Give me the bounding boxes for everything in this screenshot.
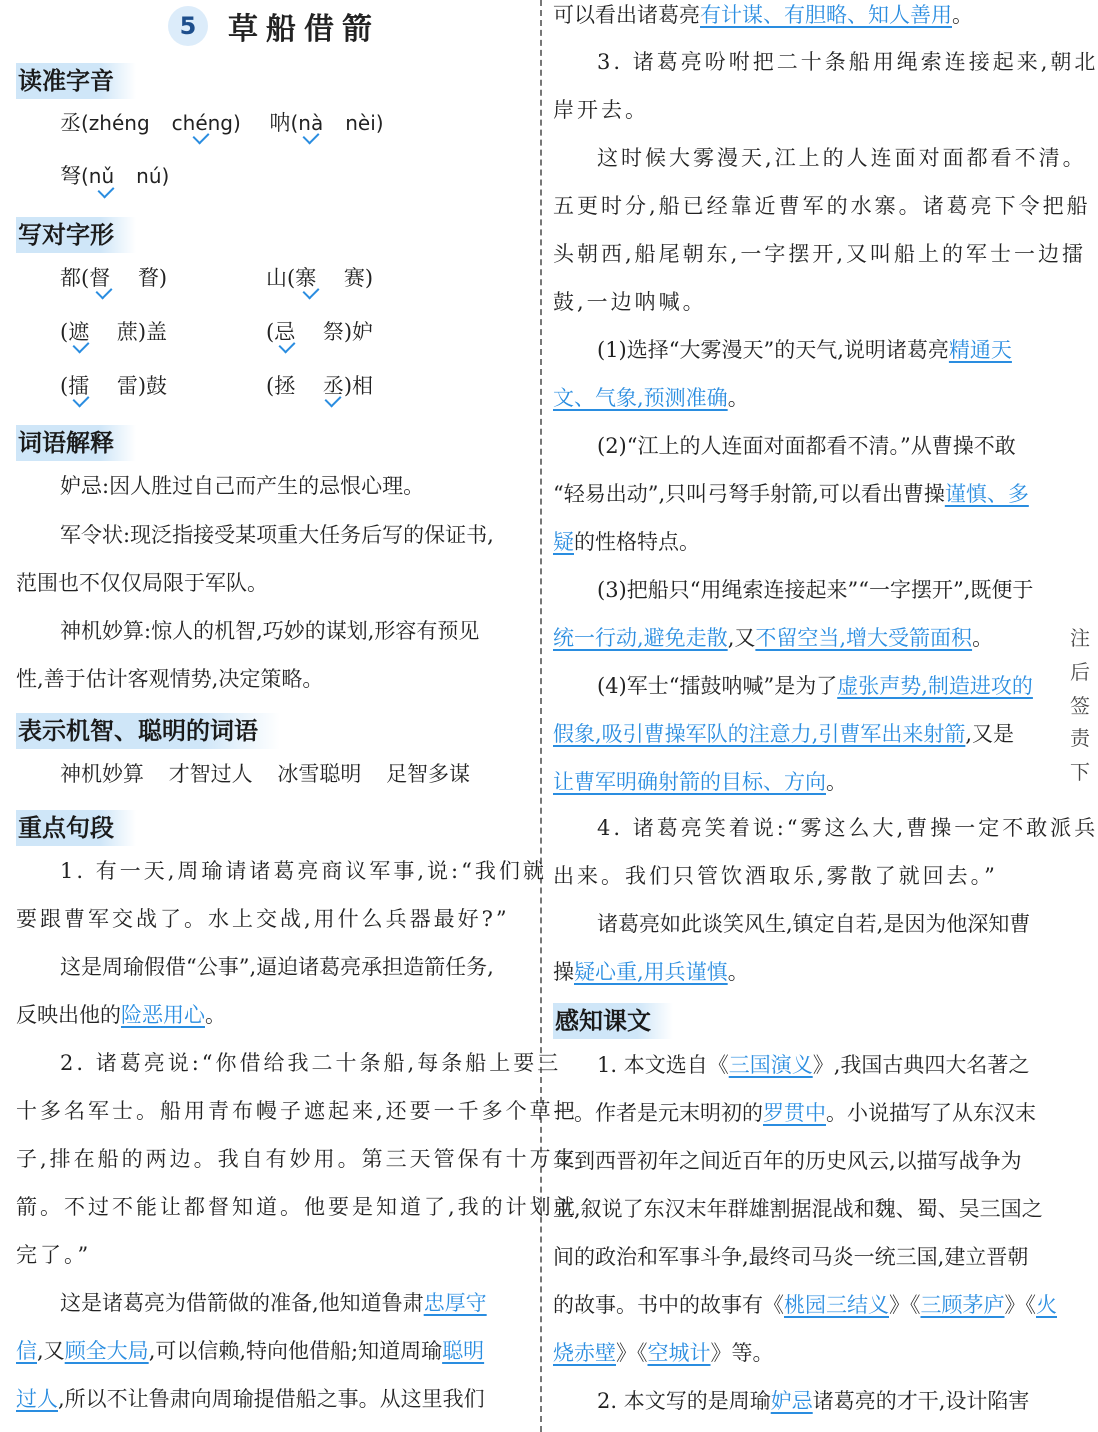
edge-char: 注 (1070, 626, 1090, 650)
lesson-title (168, 4, 380, 48)
vocab-line: 神机妙算:惊人的机智,巧妙的谋划,形容有预见 (60, 619, 480, 643)
key-line: 1. 有一天,周瑜请诸葛亮商议军事,说:“我们就 (60, 859, 547, 883)
key-line: 完了。” (16, 1243, 92, 1267)
answer-text: 空城计 (647, 1341, 711, 1365)
right-line: 鼓,一边呐喊。 (553, 290, 707, 314)
form-3b: (拯 丞)相 (266, 374, 374, 398)
right-line: (2)“江上的人连面对面都看不清。”从曹操不敢 (597, 434, 1016, 458)
right-line: 可以看出诸葛亮有计谋、有胆略、知人善用。 (553, 3, 973, 27)
answer-text: 精通天 (948, 338, 1012, 362)
right-line: 的故事。书中的故事有《桃园三结义》《三顾茅庐》《火 (553, 1293, 1057, 1317)
answer-text: 疑 (553, 530, 574, 554)
answer-text: 三顾茅庐 (920, 1293, 1005, 1317)
right-line: 疑的性格特点。 (553, 530, 700, 554)
answer-text: 险恶用心 (121, 1003, 205, 1027)
smart-word: 冰雪聪明 (277, 762, 362, 786)
right-line: (4)军士“擂鼓呐喊”是为了虚张声势,制造进攻的 (597, 674, 1033, 698)
right-line: 一。作者是元末明初的罗贯中。小说描写了从东汉末 (553, 1101, 1036, 1125)
section-vocab: 词语解释 (16, 425, 136, 461)
vocab-line: 军令状:现泛指接受某项重大任务后写的保证书, (60, 523, 494, 547)
right-line: 五更时分,船已经靠近曹军的水寨。诸葛亮下令把船 (553, 194, 1091, 218)
key-line: 箭。不过不能让都督知道。他要是知道了,我的计划就 (16, 1195, 578, 1219)
vocab-line: 性,善于估计客观情势,决定策略。 (16, 667, 324, 691)
answer-text: 顾全大局 (64, 1339, 149, 1363)
pron-row-1: 丞(zhéng chéng) 呐(nà nèi) (60, 111, 384, 135)
section-smart-words: 表示机智、聪明的词语 (16, 713, 280, 749)
right-line: 出来。我们只管饮酒取乐,雾散了就回去。” (553, 864, 998, 888)
right-line: 操疑心重,用兵谨慎。 (553, 960, 749, 984)
right-line: 2. 本文写的是周瑜妒忌诸葛亮的才干,设计陷害 (597, 1389, 1030, 1413)
section-perceive-text: 感知课文 (553, 1003, 673, 1039)
answer-text: 火 (1036, 1293, 1057, 1317)
right-line: 诸葛亮如此谈笑风生,镇定自若,是因为他深知曹 (597, 912, 1031, 936)
answer-text: 过人 (16, 1387, 58, 1411)
right-line: 间的政治和军事斗争,最终司马炎一统三国,建立晋朝 (553, 1245, 1029, 1269)
right-line: 烧赤壁》《空城计》等。 (553, 1341, 774, 1365)
edge-char: 签 (1070, 694, 1090, 718)
edge-char: 后 (1070, 660, 1090, 684)
lesson-name: 草船借箭 (228, 12, 380, 47)
form-2a: (遮 蔗)盖 (60, 320, 168, 344)
right-line: (1)选择“大雾漫天”的天气,说明诸葛亮精通天 (597, 338, 1012, 362)
key-line: 2. 诸葛亮说:“你借给我二十条船,每条船上要三 (60, 1051, 562, 1075)
answer-text: 文、气象,预测准确 (553, 386, 728, 410)
smart-word: 神机妙算 (60, 762, 144, 786)
form-3a: (擂 雷)鼓 (60, 374, 168, 398)
right-line: 文、气象,预测准确。 (553, 386, 749, 410)
edge-char: 责 (1070, 726, 1090, 750)
right-line: (3)把船只“用绳索连接起来”“一字摆开”,既便于 (597, 578, 1034, 602)
right-line: 4. 诸葛亮笑着说:“雾这么大,曹操一定不敢派兵 (597, 816, 1098, 840)
answer-text: 聪明 (442, 1339, 485, 1363)
section-key-sentences: 重点句段 (16, 810, 136, 846)
key-line: 过人,所以不让鲁肃向周瑜提借船之事。从这里我们 (16, 1387, 485, 1411)
right-line: 假象,吸引曹操军队的注意力,引曹军出来射箭,又是 (553, 722, 1015, 746)
form-2b: (忌 祭)妒 (266, 320, 374, 344)
edge-char: 下 (1070, 760, 1090, 784)
key-line: 反映出他的险恶用心。 (16, 1003, 226, 1027)
right-line: 让曹军明确射箭的目标、方向。 (553, 770, 847, 794)
right-line: 统一行动,避免走散,又不留空当,增大受箭面积。 (553, 626, 994, 650)
right-line: 岸开去。 (553, 98, 649, 122)
right-line: 这时候大雾漫天,江上的人连面对面都看不清。 (597, 146, 1087, 170)
right-line: 头朝西,船尾朝东,一字摆开,又叫船上的军士一边擂 (553, 242, 1087, 266)
key-line: 信,又顾全大局,可以信赖,特向他借船;知道周瑜聪明 (16, 1339, 485, 1363)
answer-text: 三国演义 (728, 1053, 813, 1077)
section-pronunciation: 读准字音 (16, 63, 136, 99)
lesson-number: 5 (168, 6, 208, 46)
vocab-line: 妒忌:因人胜过自己而产生的忌恨心理。 (60, 474, 425, 498)
answer-text: 虚张声势,制造进攻的 (837, 674, 1033, 698)
vocab-line: 范围也不仅仅局限于军队。 (16, 571, 268, 595)
answer-text: 忠厚守 (423, 1291, 487, 1315)
right-line: “轻易出动”,只叫弓弩手射箭,可以看出曹操谨慎、多 (553, 482, 1029, 506)
key-line: 这是诸葛亮为借箭做的准备,他知道鲁肃忠厚守 (60, 1291, 487, 1315)
right-line: 1. 本文选自《三国演义》,我国古典四大名著之 (597, 1053, 1030, 1077)
section-forms: 写对字形 (16, 217, 136, 253)
key-line: 子,排在船的两边。我自有妙用。第三天管保有十万支 (16, 1147, 578, 1171)
right-line: 3. 诸葛亮吩咐把二十条船用绳索连接起来,朝北 (597, 50, 1098, 74)
smart-word: 足智多谋 (386, 762, 471, 786)
right-line: 年到西晋初年之间近百年的历史风云,以描写战争为 (553, 1149, 1022, 1173)
answer-text: 疑心重,用兵谨慎 (574, 960, 728, 984)
answer-text: 妒忌 (770, 1389, 813, 1413)
answer-text: 有计谋、有胆略、知人善用 (700, 3, 952, 27)
smart-words-row (60, 759, 470, 789)
key-line: 要跟曹军交战了。水上交战,用什么兵器最好?” (16, 907, 510, 931)
form-1a: 都(督 瞀) (60, 266, 168, 290)
answer-text: 信 (16, 1339, 37, 1363)
answer-text: 让曹军明确射箭的目标、方向 (553, 770, 826, 794)
answer-text: 不留空当,增大受箭面积 (755, 626, 973, 650)
answer-text: 谨慎、多 (944, 482, 1029, 506)
pron-row-2: 弩(nǔ nú) (60, 164, 170, 188)
key-line: 这是周瑜假借“公事”,逼迫诸葛亮承担造箭任务, (60, 955, 494, 979)
answer-text: 假象,吸引曹操军队的注意力,引曹军出来射箭 (553, 722, 966, 746)
form-1b: 山(寨 赛) (266, 266, 374, 290)
right-line: 主,叙说了东汉末年群雄割据混战和魏、蜀、吴三国之 (553, 1197, 1043, 1221)
answer-text: 统一行动,避免走散 (553, 626, 728, 650)
answer-text: 桃园三结义 (784, 1293, 889, 1317)
key-line: 十多名军士。船用青布幔子遮起来,还要一千多个草把 (16, 1099, 578, 1123)
answer-text: 罗贯中 (763, 1101, 826, 1125)
answer-text: 烧赤壁 (553, 1341, 616, 1365)
smart-word: 才智过人 (168, 762, 253, 786)
